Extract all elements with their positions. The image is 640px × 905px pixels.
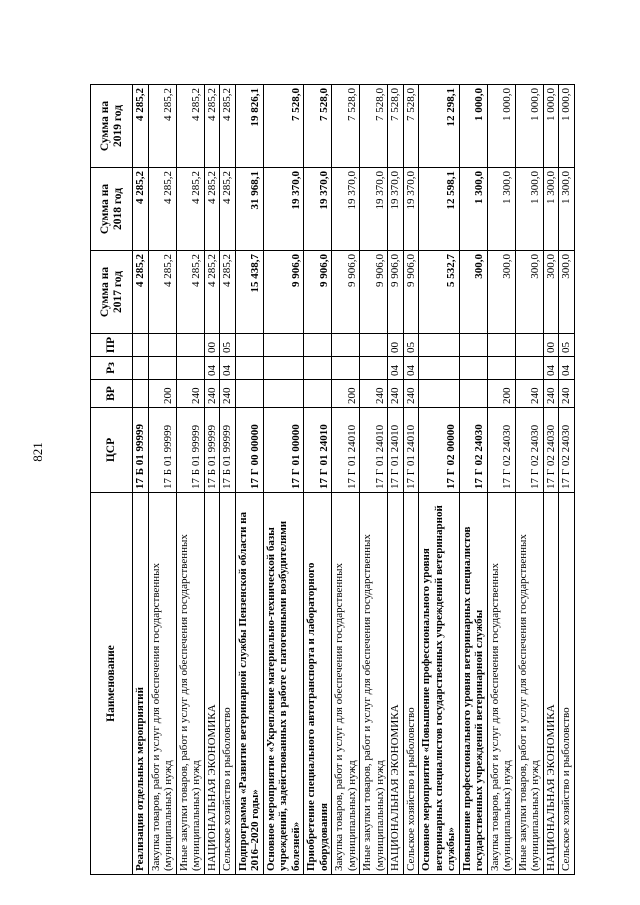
cell-csr: 17 Г 01 24010: [360, 408, 388, 493]
cell-vr: 240: [204, 380, 220, 408]
cell-rz: [263, 357, 304, 380]
cell-rz: [487, 357, 515, 380]
header-row: [91, 85, 133, 875]
cell-s2019: 1 000,0: [459, 85, 487, 168]
cell-s2018: 19 370,0: [403, 168, 419, 251]
cell-s2019: 19 826,1: [235, 85, 263, 168]
cell-pr: 00: [388, 334, 404, 357]
header-vr: ВР: [91, 380, 133, 408]
cell-rz: 04: [220, 357, 236, 380]
budget-table: [90, 84, 575, 875]
cell-name: Сельское хозяйство и рыболовство: [559, 493, 575, 875]
rotated-table-container: [90, 85, 580, 875]
cell-vr: [459, 380, 487, 408]
cell-rz: [304, 357, 332, 380]
cell-name: Сельское хозяйство и рыболовство: [403, 493, 419, 875]
cell-s2019: 1 000,0: [515, 85, 543, 168]
cell-rz: [133, 357, 149, 380]
cell-name: Повышение профессионального уровня ветеринарных специалистов государственных учреждений ветеринарной службы: [459, 493, 487, 875]
cell-pr: 05: [403, 334, 419, 357]
cell-csr: 17 Г 02 24030: [559, 408, 575, 493]
cell-s2019: 7 528,0: [360, 85, 388, 168]
cell-s2019: 12 298,1: [419, 85, 460, 168]
cell-csr: 17 Г 01 24010: [304, 408, 332, 493]
table-row: [332, 85, 360, 875]
cell-name: НАЦИОНАЛЬНАЯ ЭКОНОМИКА: [388, 493, 404, 875]
cell-s2018: 31 968,1: [235, 168, 263, 251]
cell-s2018: 19 370,0: [388, 168, 404, 251]
table-row: [220, 85, 236, 875]
cell-csr: 17 Г 02 00000: [419, 408, 460, 493]
cell-name: Закупка товаров, работ и услуг для обеспечения государственных (муниципальных) нужд: [332, 493, 360, 875]
cell-vr: 240: [543, 380, 559, 408]
cell-name: Подпрограмма «Развитие ветеринарной службы Пензенской области на 2016–2020 годы»: [235, 493, 263, 875]
table-row: [304, 85, 332, 875]
header-name: Наименование: [91, 493, 133, 875]
cell-s2017: 4 285,2: [133, 251, 149, 334]
cell-csr: 17 Г 01 24010: [403, 408, 419, 493]
cell-name: Закупка товаров, работ и услуг для обеспечения государственных (муниципальных) нужд: [487, 493, 515, 875]
cell-csr: 17 Б 01 99999: [133, 408, 149, 493]
table-row: [148, 85, 176, 875]
table-row: [543, 85, 559, 875]
cell-pr: [176, 334, 204, 357]
cell-rz: 04: [388, 357, 404, 380]
cell-s2017: 300,0: [459, 251, 487, 334]
cell-s2019: 4 285,2: [176, 85, 204, 168]
cell-s2019: 7 528,0: [304, 85, 332, 168]
cell-s2019: 4 285,2: [204, 85, 220, 168]
cell-s2019: 7 528,0: [388, 85, 404, 168]
cell-vr: [235, 380, 263, 408]
cell-rz: 04: [204, 357, 220, 380]
cell-s2017: 9 906,0: [304, 251, 332, 334]
cell-pr: [515, 334, 543, 357]
cell-name: Основное мероприятие «Укрепление материально-технической базы учреждений, задействованных в работе с патогенными возбудителями болезней»: [263, 493, 304, 875]
cell-csr: 17 Г 01 24010: [388, 408, 404, 493]
cell-name: Иные закупки товаров, работ и услуг для обеспечения государственных (муниципальных) нужд: [360, 493, 388, 875]
cell-s2017: 4 285,2: [220, 251, 236, 334]
cell-csr: 17 Г 02 24030: [487, 408, 515, 493]
header-csr: ЦСР: [91, 408, 133, 493]
cell-s2018: 4 285,2: [176, 168, 204, 251]
cell-s2018: 4 285,2: [133, 168, 149, 251]
cell-s2017: 5 532,7: [419, 251, 460, 334]
table-body: [133, 85, 575, 875]
cell-s2019: 1 000,0: [559, 85, 575, 168]
cell-csr: 17 Г 02 24030: [543, 408, 559, 493]
cell-csr: 17 Г 02 24030: [515, 408, 543, 493]
cell-rz: 04: [543, 357, 559, 380]
cell-pr: [487, 334, 515, 357]
cell-pr: [133, 334, 149, 357]
header-rz: Рз: [91, 357, 133, 380]
cell-vr: 240: [388, 380, 404, 408]
cell-s2018: 12 598,1: [419, 168, 460, 251]
cell-name: НАЦИОНАЛЬНАЯ ЭКОНОМИКА: [543, 493, 559, 875]
table-row: [403, 85, 419, 875]
cell-pr: 00: [543, 334, 559, 357]
cell-name: НАЦИОНАЛЬНАЯ ЭКОНОМИКА: [204, 493, 220, 875]
cell-pr: 05: [220, 334, 236, 357]
cell-s2019: 7 528,0: [403, 85, 419, 168]
cell-vr: [419, 380, 460, 408]
cell-name: Закупка товаров, работ и услуг для обеспечения государственных (муниципальных) нужд: [148, 493, 176, 875]
cell-name: Основное мероприятие «Повышение профессионального уровня ветеринарных специалистов государственных учреждений ветеринарной службы»: [419, 493, 460, 875]
table-row: [176, 85, 204, 875]
header-sum-2017: Сумма на 2017 год: [91, 251, 133, 334]
cell-vr: 240: [515, 380, 543, 408]
cell-vr: [304, 380, 332, 408]
cell-vr: 240: [220, 380, 236, 408]
cell-s2017: 9 906,0: [360, 251, 388, 334]
cell-csr: 17 Г 01 24010: [332, 408, 360, 493]
table-row: [235, 85, 263, 875]
cell-rz: [459, 357, 487, 380]
cell-s2019: 1 000,0: [543, 85, 559, 168]
cell-pr: [304, 334, 332, 357]
cell-name: Иные закупки товаров, работ и услуг для обеспечения государственных (муниципальных) нужд: [515, 493, 543, 875]
cell-name: Сельское хозяйство и рыболовство: [220, 493, 236, 875]
cell-pr: [235, 334, 263, 357]
cell-rz: 04: [559, 357, 575, 380]
cell-vr: 240: [559, 380, 575, 408]
cell-pr: [332, 334, 360, 357]
cell-pr: [419, 334, 460, 357]
cell-s2017: 300,0: [559, 251, 575, 334]
header-sum-2019: Сумма на 2019 год: [91, 85, 133, 168]
header-pr: ПР: [91, 334, 133, 357]
table-row: [360, 85, 388, 875]
cell-s2018: 1 300,0: [543, 168, 559, 251]
cell-s2018: 19 370,0: [332, 168, 360, 251]
cell-rz: [235, 357, 263, 380]
cell-vr: 240: [176, 380, 204, 408]
cell-rz: 04: [403, 357, 419, 380]
cell-s2017: 15 438,7: [235, 251, 263, 334]
cell-pr: [148, 334, 176, 357]
cell-pr: 00: [204, 334, 220, 357]
cell-name: Приобретение специального автотранспорта и лабораторного оборудования: [304, 493, 332, 875]
cell-name: Реализация отдельных мероприятий: [133, 493, 149, 875]
table-row: [204, 85, 220, 875]
table-row: [419, 85, 460, 875]
cell-s2019: 4 285,2: [133, 85, 149, 168]
cell-vr: [263, 380, 304, 408]
cell-vr: 200: [487, 380, 515, 408]
table-row: [263, 85, 304, 875]
cell-name: Иные закупки товаров, работ и услуг для обеспечения государственных (муниципальных) нужд: [176, 493, 204, 875]
cell-rz: [360, 357, 388, 380]
cell-pr: [459, 334, 487, 357]
table-row: [388, 85, 404, 875]
cell-s2018: 1 300,0: [559, 168, 575, 251]
cell-s2017: 9 906,0: [388, 251, 404, 334]
page-number: 821: [30, 442, 45, 462]
cell-s2017: 9 906,0: [403, 251, 419, 334]
table-row: [133, 85, 149, 875]
table-row: [559, 85, 575, 875]
cell-s2017: 9 906,0: [332, 251, 360, 334]
cell-rz: [419, 357, 460, 380]
cell-csr: 17 Г 02 24030: [459, 408, 487, 493]
cell-csr: 17 Б 01 99999: [204, 408, 220, 493]
cell-csr: 17 Г 00 00000: [235, 408, 263, 493]
cell-s2017: 300,0: [487, 251, 515, 334]
cell-s2018: 1 300,0: [487, 168, 515, 251]
cell-vr: 240: [403, 380, 419, 408]
cell-s2018: 4 285,2: [220, 168, 236, 251]
cell-s2018: 4 285,2: [148, 168, 176, 251]
cell-s2017: 4 285,2: [148, 251, 176, 334]
cell-s2018: 1 300,0: [515, 168, 543, 251]
cell-vr: [133, 380, 149, 408]
cell-pr: [263, 334, 304, 357]
cell-rz: [148, 357, 176, 380]
cell-s2017: 4 285,2: [204, 251, 220, 334]
cell-s2019: 4 285,2: [148, 85, 176, 168]
cell-csr: 17 Б 01 99999: [176, 408, 204, 493]
table-row: [515, 85, 543, 875]
cell-s2017: 9 906,0: [263, 251, 304, 334]
cell-s2017: 300,0: [543, 251, 559, 334]
header-sum-2018: Сумма на 2018 год: [91, 168, 133, 251]
cell-s2018: 1 300,0: [459, 168, 487, 251]
cell-rz: [332, 357, 360, 380]
cell-s2019: 1 000,0: [487, 85, 515, 168]
cell-rz: [515, 357, 543, 380]
cell-vr: 240: [360, 380, 388, 408]
cell-vr: 200: [148, 380, 176, 408]
cell-rz: [176, 357, 204, 380]
table-row: [487, 85, 515, 875]
cell-pr: [360, 334, 388, 357]
cell-csr: 17 Б 01 99999: [148, 408, 176, 493]
cell-csr: 17 Б 01 99999: [220, 408, 236, 493]
table-row: [459, 85, 487, 875]
cell-s2017: 300,0: [515, 251, 543, 334]
cell-s2019: 7 528,0: [263, 85, 304, 168]
cell-s2018: 19 370,0: [263, 168, 304, 251]
cell-s2018: 19 370,0: [360, 168, 388, 251]
cell-s2018: 19 370,0: [304, 168, 332, 251]
cell-s2019: 7 528,0: [332, 85, 360, 168]
cell-pr: 05: [559, 334, 575, 357]
cell-s2018: 4 285,2: [204, 168, 220, 251]
cell-s2017: 4 285,2: [176, 251, 204, 334]
cell-s2019: 4 285,2: [220, 85, 236, 168]
cell-vr: 200: [332, 380, 360, 408]
cell-csr: 17 Г 01 00000: [263, 408, 304, 493]
